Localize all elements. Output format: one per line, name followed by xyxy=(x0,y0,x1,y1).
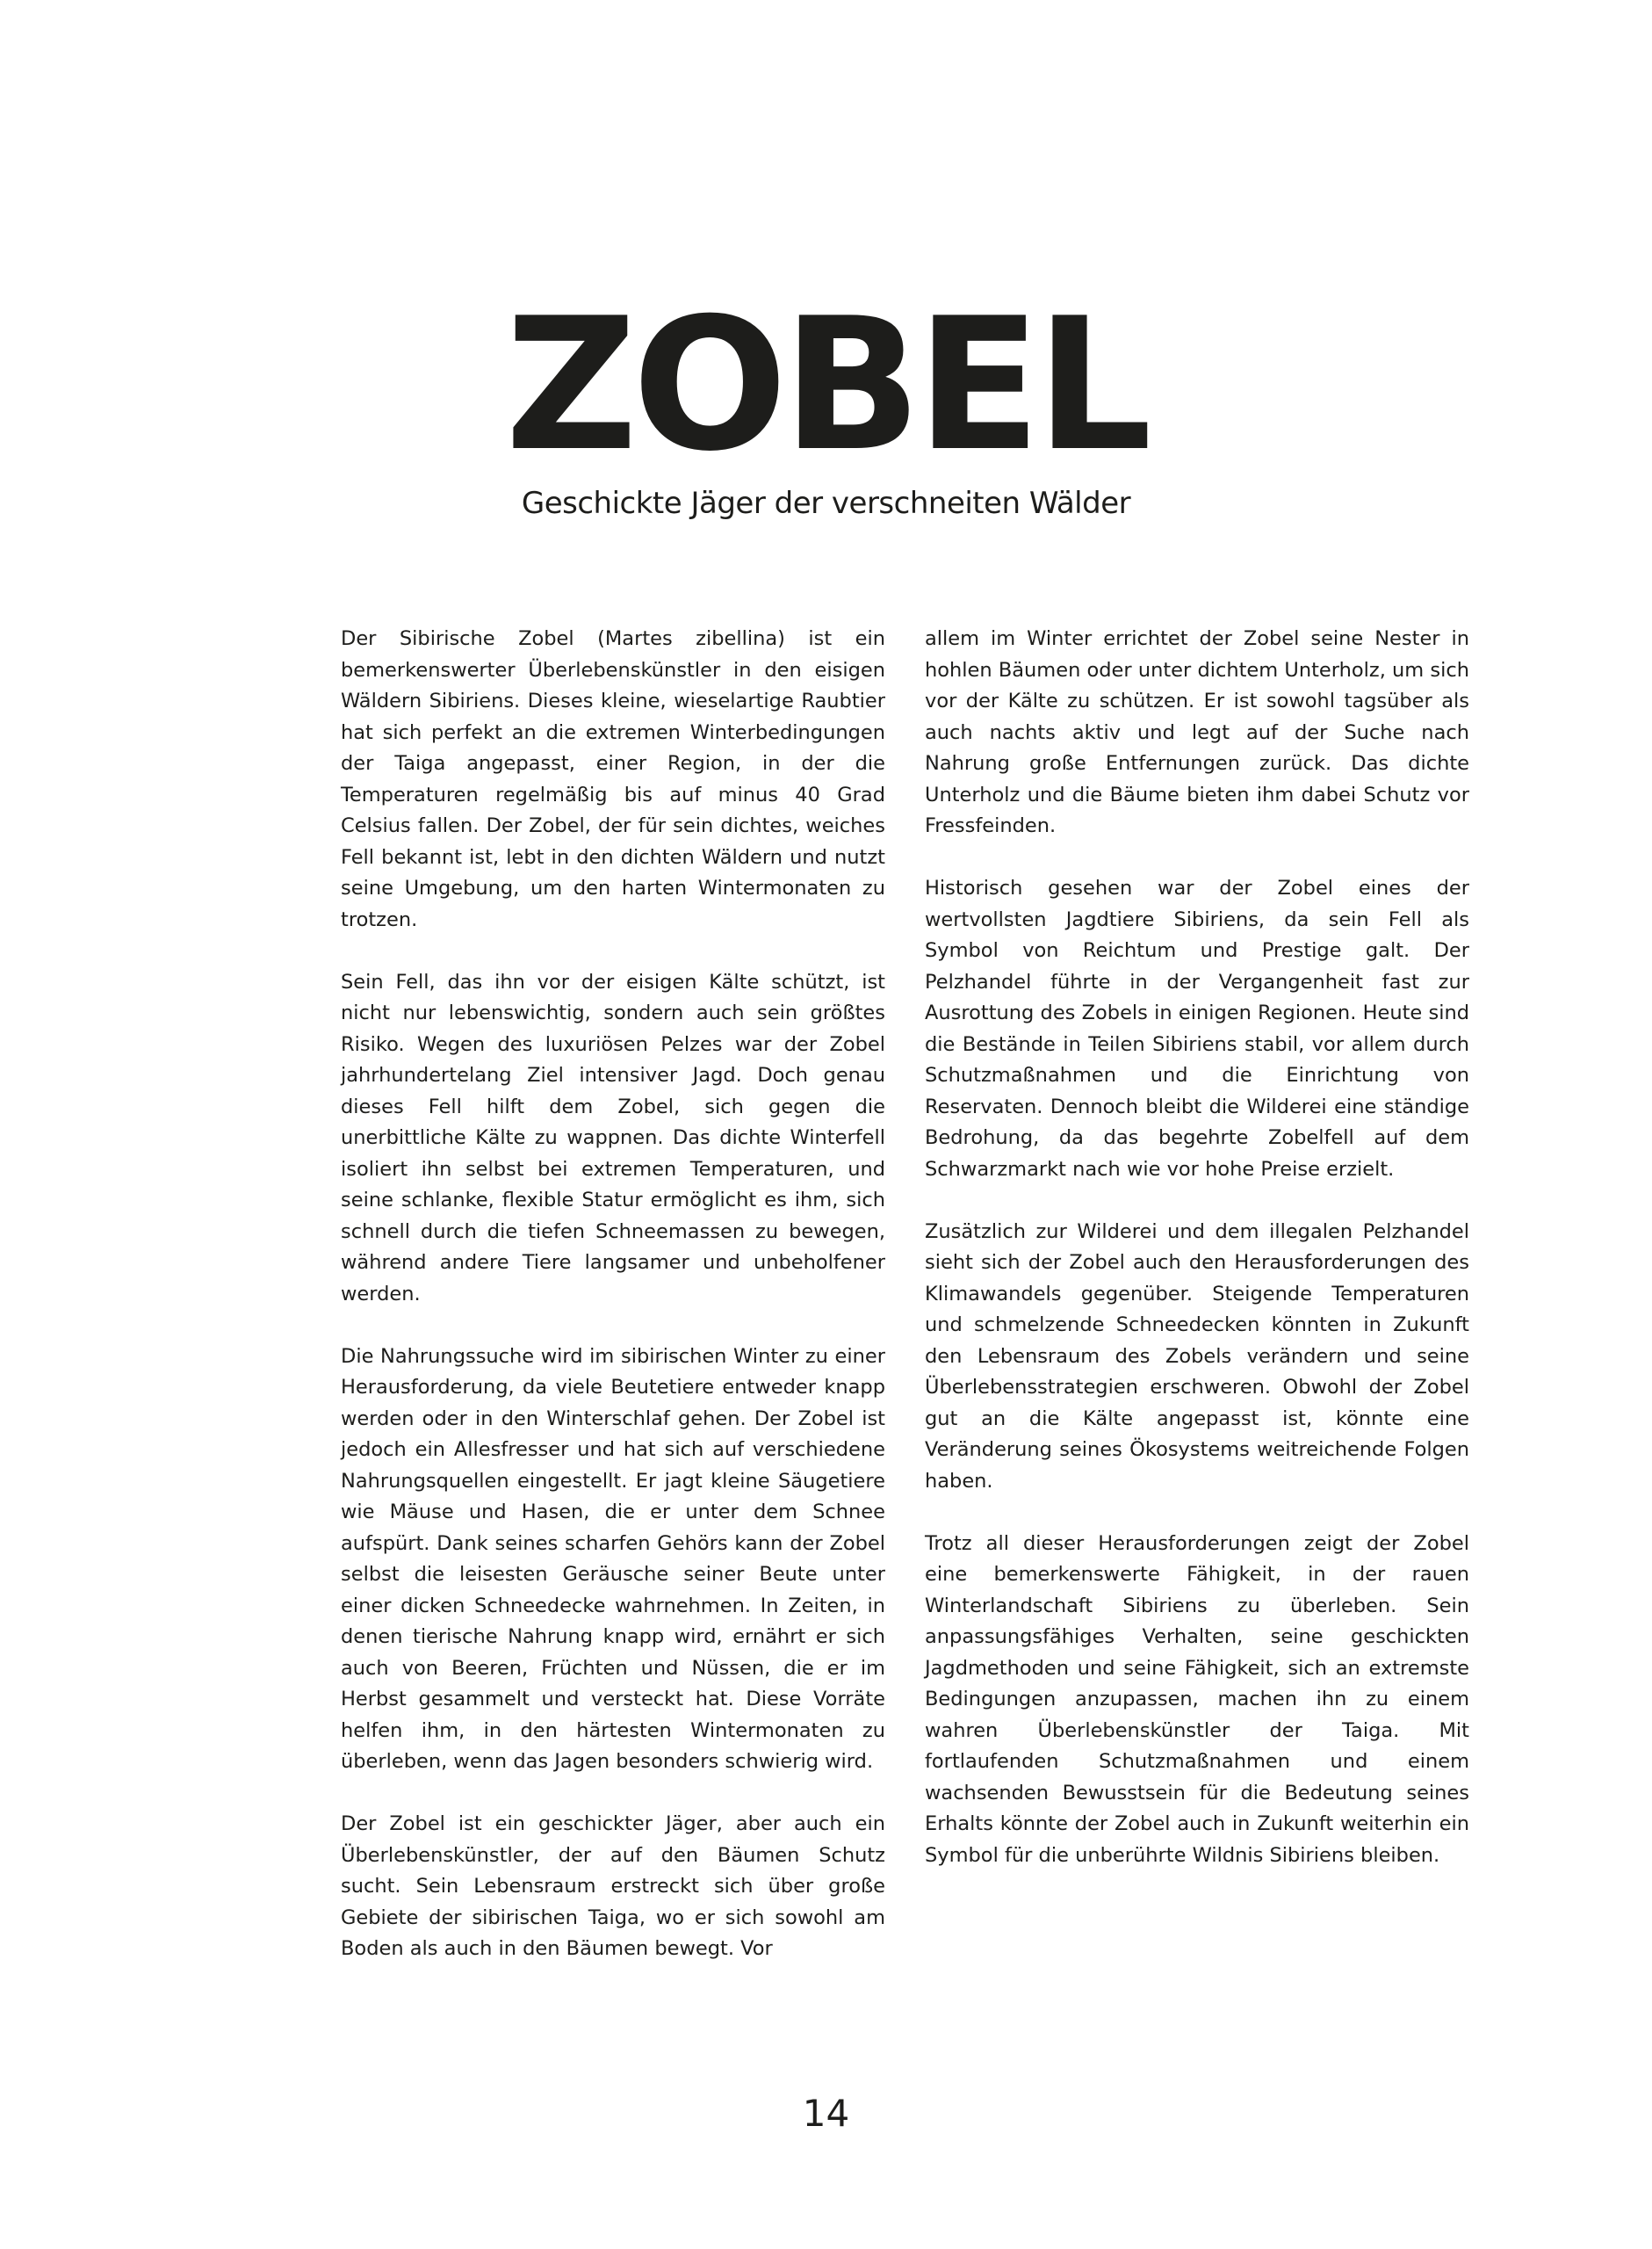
page-subtitle: Geschickte Jäger der verschneiten Wälder xyxy=(521,486,1131,521)
page-title: ZOBEL xyxy=(505,279,1147,492)
paragraph: Historisch gesehen war der Zobel eines der wertvollsten Jagdtiere Sibiriens, da sein Fell als Symbol von Reichtum und Prestige galt. Der Pelzhandel führte in der Vergangenheit fast zur Ausrottung des Zobels in einigen Regionen. Heute sind die Bestände in Teilen Sibiriens stabil, vor allem durch Schutzmaßnahmen und die Einrichtung von Reservaten. Dennoch bleibt die Wilderei eine ständige Bedrohung, da das begehrte Zobelfell auf dem Schwarzmarkt nach wie vor hohe Preise erzielt. xyxy=(925,877,1469,1181)
paragraph: Sein Fell, das ihn vor der eisigen Kälte schützt, ist nicht nur lebenswichtig, sondern auch sein größtes Risiko. Wegen des luxuriösen Pelzes war der Zobel jahrhundertelang Ziel intensiver Jagd. Doch genau dieses Fell hilft dem Zobel, sich gegen die unerbittliche Kälte zu wappnen. Das dichte Winterfell isoliert ihn selbst bei extremen Temperaturen, und seine schlanke, flexible Statur ermöglicht es ihm, sich schnell durch die tiefen Schneemassen zu bewegen, während andere Tiere langsamer und unbeholfener werden. xyxy=(341,970,885,1305)
paragraph: Der Sibirische Zobel (Martes zibellina) ist ein bemerkenswerter Überlebenskünstler in den eisigen Wäldern Sibiriens. Dieses kleine, wieselartige Raubtier hat sich perfekt an die extremen Winterbedingungen der Taiga angepasst, einer Region, in der die Temperaturen regelmäßig bis auf minus 40 Grad Celsius fallen. Der Zobel, der für sein dichtes, weiches Fell bekannt ist, lebt in den dichten Wäldern und nutzt seine Umgebung, um den harten Wintermonaten zu trotzen. xyxy=(341,627,885,931)
paragraph: Trotz all dieser Herausforderungen zeigt der Zobel eine bemerkenswerte Fähigkeit, in der rauen Winterlandschaft Sibiriens zu überleben. Sein anpassungsfähiges Verhalten, seine geschickten Jagdmethoden und seine Fähigkeit, sich an extremste Bedingungen anzupassen, machen ihn zu einem wahren Überlebenskünstler der Taiga. Mit fortlaufenden Schutzmaßnahmen und einem wachsenden Bewusstsein für die Bedeutung seines Erhalts könnte der Zobel auch in Zukunft weiterhin ein Symbol für die unberührte Wildnis Sibiriens bleiben. xyxy=(925,1531,1469,1867)
paragraph: Der Zobel ist ein geschickter Jäger, aber auch ein Überlebenskünstler, der auf den Bäumen Schutz sucht. Sein Lebensraum erstreckt sich über große Gebiete der sibirischen Taiga, wo er sich sowohl am Boden als auch in den Bäumen bewegt. Vor xyxy=(341,1812,885,1960)
page-number: 14 xyxy=(802,2092,850,2135)
paragraph: Zusätzlich zur Wilderei und dem illegalen Pelzhandel sieht sich der Zobel auch den Herausforderungen des Klimawandels gegenüber. Steigende Temperaturen und schmelzende Schneedecken könnten in Zukunft den Lebensraum des Zobels verändern und seine Überlebensstrategien erschweren. Obwohl der Zobel gut an die Kälte angepasst ist, könnte eine Veränderung seines Ökosystems weitreichende Folgen haben. xyxy=(925,1219,1469,1493)
left-text-column xyxy=(341,624,885,1996)
paragraph: Die Nahrungssuche wird im sibirischen Winter zu einer Herausforderung, da viele Beutetiere entweder knapp werden oder in den Winterschlaf gehen. Der Zobel ist jedoch ein Allesfresser und hat sich auf verschiedene Nahrungsquellen eingestellt. Er jagt kleine Säugetiere wie Mäuse und Hasen, die er unter dem Schnee aufspürt. Dank seines scharfen Gehörs kann der Zobel selbst die leisesten Geräusche seiner Beute unter einer dicken Schneedecke wahrnehmen. In Zeiten, in denen tierische Nahrung knapp wird, ernährt er sich auch von Beeren, Früchten und Nüssen, die er im Herbst gesammelt und versteckt hat. Diese Vorräte helfen ihm, in den härtesten Wintermonaten zu überleben, wenn das Jagen besonders schwierig wird. xyxy=(341,1344,885,1773)
paragraph: allem im Winter errichtet der Zobel seine Nester in hohlen Bäumen oder unter dichtem Unterholz, um sich vor der Kälte zu schützen. Er ist sowohl tagsüber als auch nachts aktiv und legt auf der Suche nach Nahrung große Entfernungen zurück. Das dichte Unterholz und die Bäume bieten ihm dabei Schutz vor Fressfeinden. xyxy=(925,627,1469,837)
right-text-column xyxy=(925,624,1469,1903)
